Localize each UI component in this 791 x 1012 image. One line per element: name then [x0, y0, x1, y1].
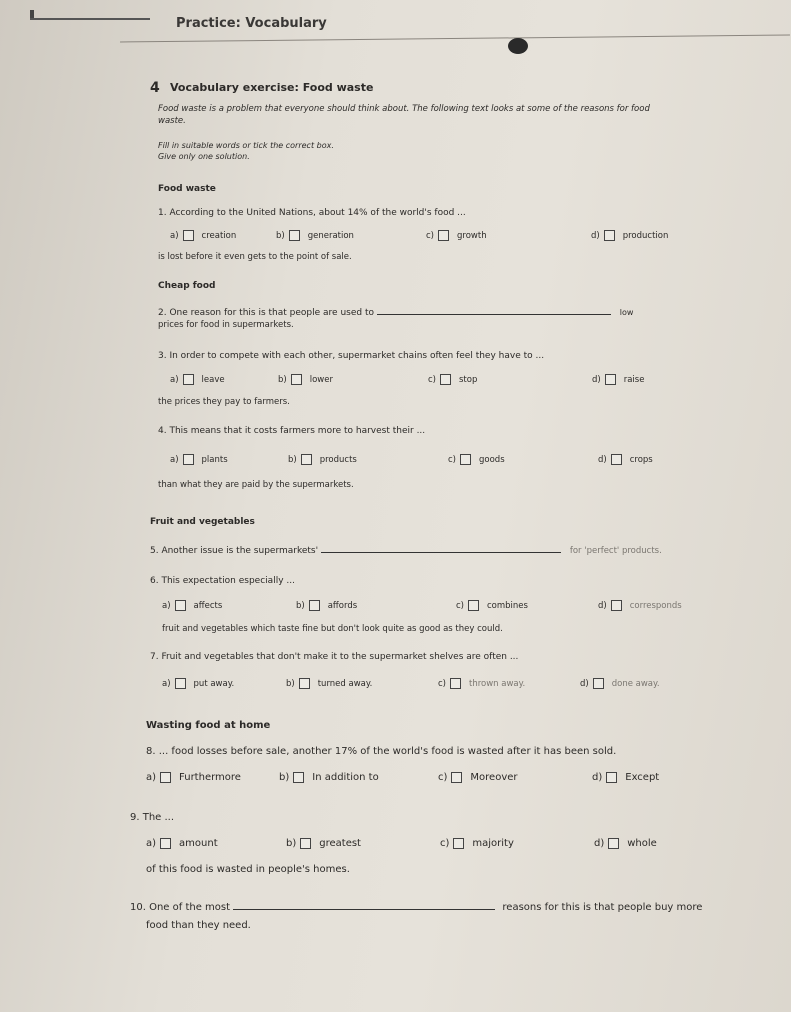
question-1: 1. According to the United Nations, about 14% of the world's food ...: [158, 208, 466, 218]
option-letter: d): [580, 678, 589, 689]
question-10: [130, 900, 702, 913]
option-letter: a): [170, 374, 179, 385]
checkbox[interactable]: [438, 230, 449, 241]
option-8d[interactable]: [592, 772, 659, 783]
option-9a[interactable]: [146, 838, 218, 849]
checkbox[interactable]: [160, 838, 171, 849]
exercise-intro: Food waste is a problem that everyone should think about. The following text looks at some of the reasons for food waste.: [158, 104, 650, 126]
option-label: products: [319, 454, 357, 465]
checkbox[interactable]: [608, 838, 619, 849]
options-q3: [170, 374, 730, 388]
option-letter: a): [146, 838, 157, 849]
answer-blank-2[interactable]: [377, 305, 611, 315]
checkbox[interactable]: [300, 838, 311, 849]
subheading-wasting-food: Wasting food at home: [146, 720, 271, 731]
checkbox[interactable]: [291, 374, 302, 385]
option-1b[interactable]: [276, 230, 354, 241]
question-10-suffix: reasons for this is that people buy more: [502, 902, 703, 913]
option-1d[interactable]: [591, 230, 668, 241]
option-letter: a): [162, 678, 171, 689]
option-3b[interactable]: [278, 374, 333, 385]
ink-spot: [508, 38, 528, 54]
corner-line: [30, 18, 150, 20]
checkbox[interactable]: [468, 600, 479, 611]
option-label: Except: [625, 772, 660, 783]
checkbox[interactable]: [309, 600, 320, 611]
option-letter: c): [448, 454, 456, 465]
checkbox[interactable]: [460, 454, 471, 465]
question-2-suffix: low: [619, 308, 634, 317]
option-letter: d): [592, 374, 601, 385]
option-label: corresponds: [629, 600, 682, 611]
question-5-suffix: for 'perfect' products.: [569, 546, 662, 556]
exercise-number: 4: [150, 80, 160, 96]
option-9c[interactable]: [440, 838, 514, 849]
checkbox[interactable]: [611, 600, 622, 611]
instruction-line-2: Give only one solution.: [158, 152, 250, 161]
answer-blank-5[interactable]: [321, 543, 561, 553]
checkbox[interactable]: [183, 454, 194, 465]
subheading-fruit-vegetables: Fruit and vegetables: [150, 517, 255, 527]
option-7d[interactable]: [580, 678, 660, 689]
option-label: whole: [627, 838, 657, 849]
page-title: Practice: Vocabulary: [176, 16, 327, 31]
option-label: affects: [193, 600, 223, 611]
option-letter: a): [170, 454, 179, 465]
option-label: lower: [309, 374, 333, 385]
option-4a[interactable]: [170, 454, 228, 465]
question-10-continuation: food than they need.: [146, 920, 251, 931]
option-3a[interactable]: [170, 374, 225, 385]
checkbox[interactable]: [604, 230, 615, 241]
exercise-title: Vocabulary exercise: Food waste: [170, 81, 374, 94]
checkbox[interactable]: [606, 772, 617, 783]
option-7b[interactable]: [286, 678, 372, 689]
checkbox[interactable]: [605, 374, 616, 385]
option-4d[interactable]: [598, 454, 653, 465]
question-10-text: 10. One of the most: [130, 902, 231, 913]
option-label: plants: [201, 454, 228, 465]
option-label: combines: [487, 600, 528, 611]
option-label: thrown away.: [469, 678, 526, 689]
option-6b[interactable]: [296, 600, 357, 611]
checkbox[interactable]: [440, 374, 451, 385]
options-q1: [170, 230, 730, 244]
options-q9: [146, 838, 706, 852]
options-q6: [162, 600, 722, 614]
option-letter: c): [428, 374, 436, 385]
option-letter: d): [598, 454, 607, 465]
option-6d[interactable]: [598, 600, 682, 611]
option-9d[interactable]: [594, 838, 657, 849]
option-letter: b): [286, 838, 297, 849]
option-label: In addition to: [312, 772, 379, 783]
option-label: growth: [457, 230, 487, 241]
checkbox[interactable]: [453, 838, 464, 849]
checkbox[interactable]: [289, 230, 300, 241]
question-6-continuation: fruit and vegetables which taste fine but don't look quite as good as they could.: [162, 624, 503, 634]
option-7a[interactable]: [162, 678, 234, 689]
checkbox[interactable]: [451, 772, 462, 783]
checkbox[interactable]: [450, 678, 461, 689]
checkbox[interactable]: [160, 772, 171, 783]
question-8: 8. ... food losses before sale, another 17% of the world's food is wasted after it has been sold.: [146, 746, 617, 757]
question-9-continuation: of this food is wasted in people's homes.: [146, 864, 350, 875]
option-label: majority: [472, 838, 514, 849]
question-2-text: 2. One reason for this is that people are used to: [158, 308, 374, 318]
checkbox[interactable]: [593, 678, 604, 689]
subheading-cheap-food: Cheap food: [158, 281, 216, 291]
option-1c[interactable]: [426, 230, 487, 241]
checkbox[interactable]: [183, 230, 194, 241]
header-rule: [120, 34, 790, 42]
option-letter: b): [296, 600, 305, 611]
option-label: creation: [201, 230, 237, 241]
checkbox[interactable]: [175, 600, 186, 611]
question-1-continuation: is lost before it even gets to the point of sale.: [158, 252, 352, 262]
option-label: amount: [179, 838, 218, 849]
option-3d[interactable]: [592, 374, 644, 385]
checkbox[interactable]: [183, 374, 194, 385]
option-6c[interactable]: [456, 600, 528, 611]
option-letter: c): [438, 772, 448, 783]
exercise-instructions: [158, 140, 558, 162]
option-letter: d): [594, 838, 605, 849]
options-q7: [162, 678, 722, 692]
option-letter: c): [456, 600, 464, 611]
option-letter: d): [592, 772, 603, 783]
option-label: Furthermore: [179, 772, 241, 783]
option-label: goods: [479, 454, 505, 465]
option-letter: b): [288, 454, 297, 465]
option-4c[interactable]: [448, 454, 505, 465]
options-q4: [170, 454, 730, 468]
checkbox[interactable]: [611, 454, 622, 465]
options-q8: [146, 772, 706, 786]
question-9: 9. The ...: [130, 812, 175, 823]
option-letter: c): [438, 678, 446, 689]
option-letter: a): [170, 230, 179, 241]
option-8a[interactable]: [146, 772, 241, 783]
question-6: 6. This expectation especially ...: [150, 576, 295, 586]
option-letter: b): [278, 374, 287, 385]
option-label: leave: [201, 374, 225, 385]
option-label: affords: [327, 600, 358, 611]
option-letter: b): [279, 772, 290, 783]
option-letter: b): [276, 230, 285, 241]
question-7: 7. Fruit and vegetables that don't make it to the supermarket shelves are often ...: [150, 652, 519, 662]
option-label: put away.: [193, 678, 235, 689]
option-letter: a): [146, 772, 157, 783]
answer-blank-10[interactable]: [233, 900, 495, 910]
option-4b[interactable]: [288, 454, 357, 465]
option-9b[interactable]: [286, 838, 361, 849]
option-label: crops: [629, 454, 653, 465]
option-label: Moreover: [470, 772, 518, 783]
question-4: 4. This means that it costs farmers more to harvest their ...: [158, 426, 426, 436]
checkbox[interactable]: [175, 678, 186, 689]
option-8c[interactable]: [438, 772, 518, 783]
option-8b[interactable]: [279, 772, 379, 783]
option-label: done away.: [611, 678, 660, 689]
checkbox[interactable]: [293, 772, 304, 783]
option-3c[interactable]: [428, 374, 477, 385]
question-2: [158, 305, 633, 318]
question-5-text: 5. Another issue is the supermarkets': [150, 546, 319, 556]
question-4-continuation: than what they are paid by the supermarkets.: [158, 480, 354, 490]
option-letter: b): [286, 678, 295, 689]
option-label: greatest: [319, 838, 361, 849]
question-5: [150, 543, 662, 556]
option-letter: c): [440, 838, 450, 849]
option-letter: a): [162, 600, 171, 611]
option-1a[interactable]: [170, 230, 236, 241]
option-label: raise: [623, 374, 645, 385]
option-label: generation: [307, 230, 354, 241]
option-label: production: [622, 230, 669, 241]
checkbox[interactable]: [299, 678, 310, 689]
question-3-continuation: the prices they pay to farmers.: [158, 397, 290, 407]
option-7c[interactable]: [438, 678, 525, 689]
question-2-continuation: prices for food in supermarkets.: [158, 320, 294, 330]
subheading-food-waste: Food waste: [158, 184, 216, 194]
checkbox[interactable]: [301, 454, 312, 465]
option-label: turned away.: [317, 678, 373, 689]
option-label: stop: [459, 374, 478, 385]
option-6a[interactable]: [162, 600, 222, 611]
option-letter: d): [598, 600, 607, 611]
instruction-line-1: Fill in suitable words or tick the correct box.: [158, 141, 334, 150]
option-letter: c): [426, 230, 434, 241]
option-letter: d): [591, 230, 600, 241]
question-3: 3. In order to compete with each other, supermarket chains often feel they have to ...: [158, 351, 545, 361]
